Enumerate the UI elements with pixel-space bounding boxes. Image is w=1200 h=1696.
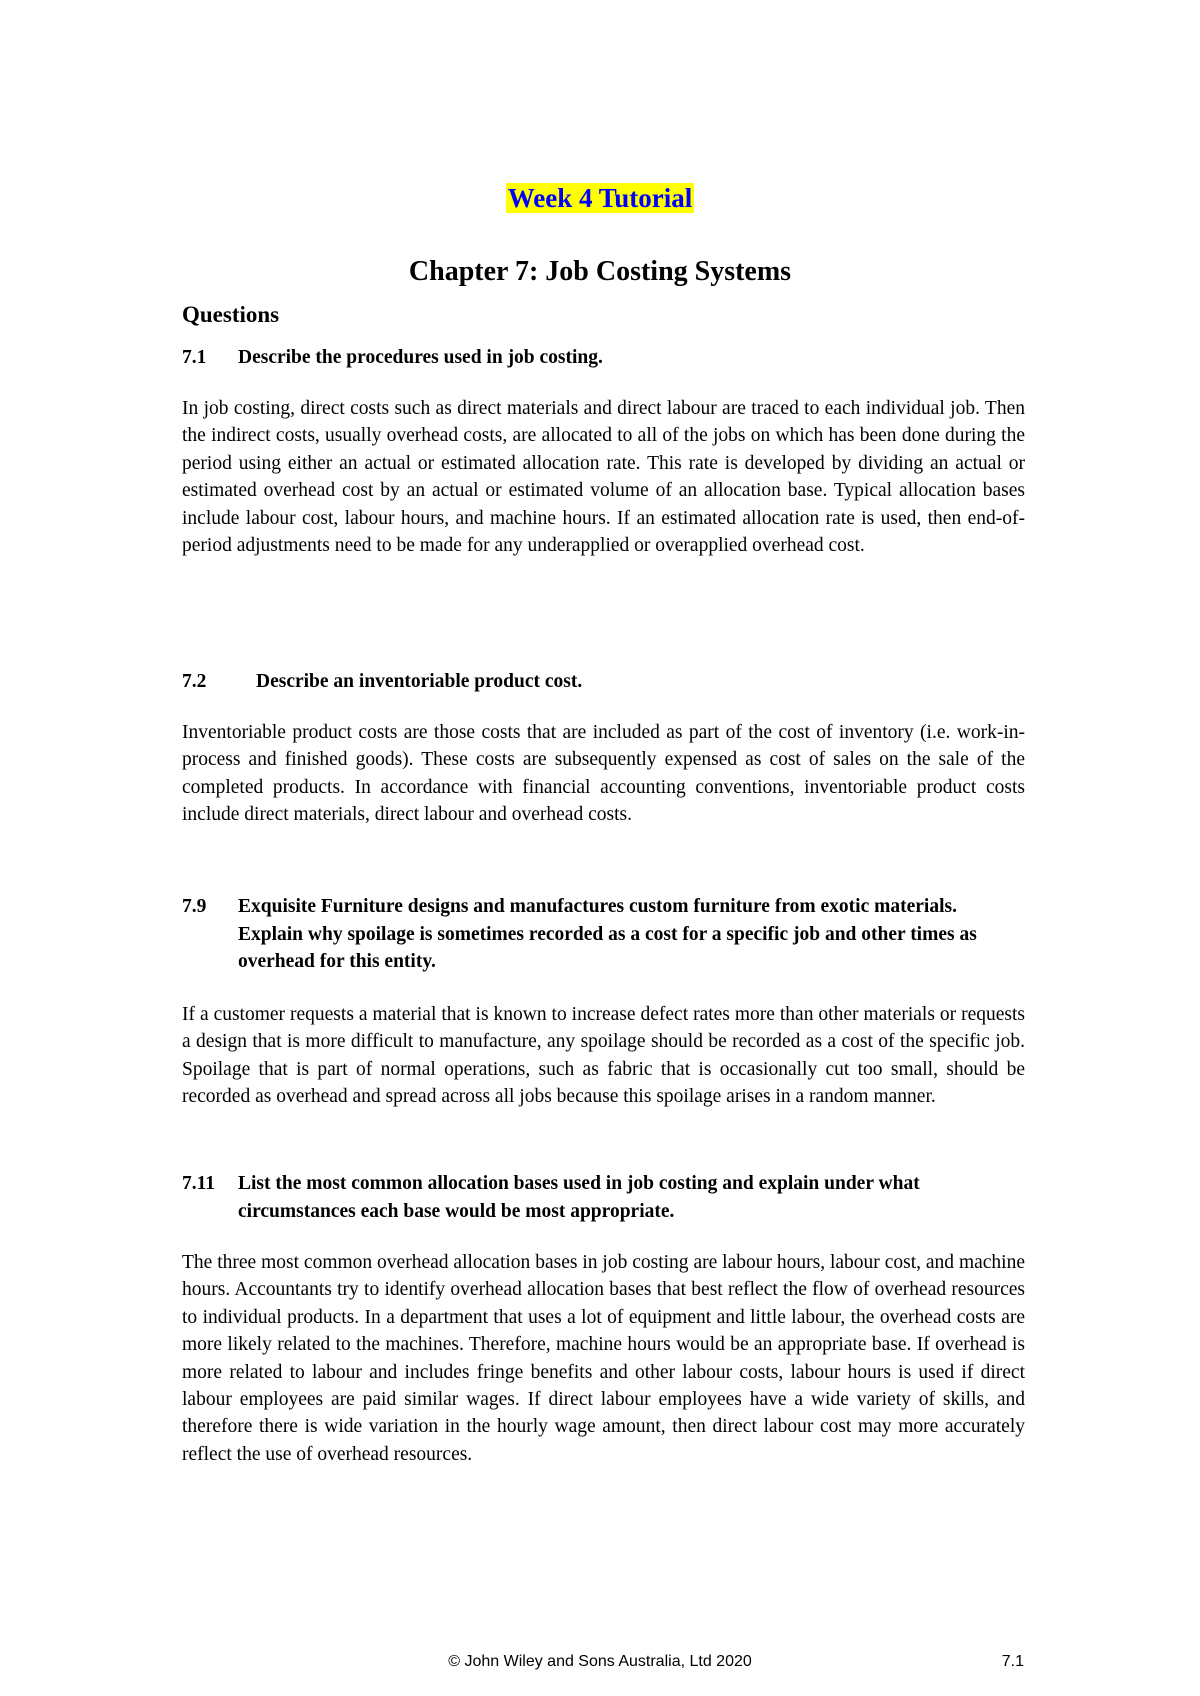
answer-7-9: If a customer requests a material that is known to increase defect rates more than other materials or requests a design that is more difficult to manufacture, any spoilage should be recorded as a cost of the specific job. Spoilage that is part of normal operations, such as fabric that is occasionally cut too small, should be recorded as overhead and spread across all jobs because this spoilage arises in a random manner. <box>182 1004 1025 1108</box>
answer-7-1: In job costing, direct costs such as direct materials and direct labour are traced to each individual job. Then the indirect costs, usually overhead costs, are allocated to all of the jobs on which has been done during the period using either an actual or estimated allocation rate. This rate is developed by dividing an actual or estimated overhead cost by an actual or estimated volume of an allocation base. Typical allocation bases include labour cost, labour hours, and machine hours. If an estimated allocation rate is used, then end-of-period adjustments need to be made for any underapplied or overapplied overhead cost. <box>182 398 1025 557</box>
answer-7-2: Inventoriable product costs are those costs that are included as part of the cost of inventory (i.e. work-in-process and finished goods). These costs are subsequently expensed as cost of sales on the sale of the completed products. In accordance with financial accounting conventions, inventoriable product costs include direct materials, direct labour and overhead costs. <box>182 722 1025 826</box>
answer-7-11: The three most common overhead allocation bases in job costing are labour hours, labour cost, and machine hours. Accountants try to identify overhead allocation bases that best reflect the flow of overhead resources to individual products. In a department that uses a lot of equipment and little labour, the overhead costs are more likely related to the machines. Therefore, machine hours would be an appropriate base. If overhead is more related to labour and includes fringe benefits and other labour costs, labour hours is used if direct labour employees are paid similar wages. If direct labour employees have a wide variety of skills, and therefore there is wide variation in the hourly wage amount, then direct labour cost may more accurately reflect the use of overhead resources. <box>182 1252 1025 1465</box>
question-text: Describe an inventoriable product cost. <box>256 671 583 692</box>
week-label <box>0 181 1200 215</box>
question-text: Describe the procedures used in job costing. <box>238 347 603 368</box>
question-7-1 <box>182 344 1025 372</box>
question-text: List the most common allocation bases used in job costing and explain under what circumstances each base would be most appropriate. <box>238 1173 920 1222</box>
question-7-9 <box>182 893 1025 976</box>
question-number: 7.9 <box>182 896 207 917</box>
question-text: Exquisite Furniture designs and manufactures custom furniture from exotic materials. Explain why spoilage is sometimes recorded as a cost for a specific job and other times as overhead for this entity. <box>238 896 977 972</box>
page-number: 7.1 <box>1001 1653 1024 1670</box>
question-7-11 <box>182 1170 1025 1225</box>
question-7-2 <box>182 668 1025 696</box>
copyright-notice: © John Wiley and Sons Australia, Ltd 2020 <box>448 1653 752 1670</box>
question-number: 7.1 <box>182 347 207 368</box>
section-heading: Questions <box>182 302 280 327</box>
chapter-title: Chapter 7: Job Costing Systems <box>408 256 792 287</box>
question-number: 7.11 <box>182 1173 216 1194</box>
week-label-text: Week 4 Tutorial <box>507 183 693 213</box>
question-number: 7.2 <box>182 671 207 692</box>
